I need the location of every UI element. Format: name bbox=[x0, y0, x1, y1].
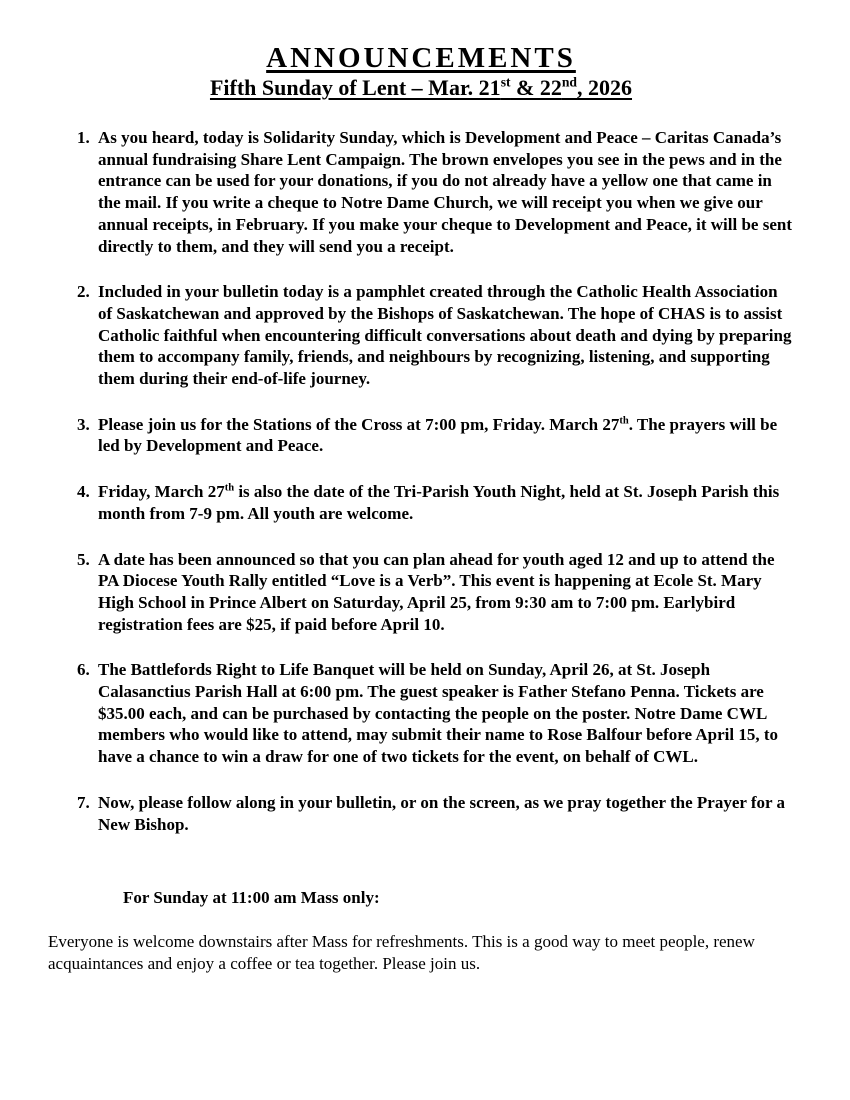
welcome-paragraph: Everyone is welcome downstairs after Mass for refreshments. This is a good way to meet people, renew acquaintances and enjoy a coffee or tea together. Please join us. bbox=[48, 932, 755, 973]
announcements-list bbox=[48, 127, 794, 835]
ordinal-suffix: th bbox=[224, 482, 235, 494]
item-text bbox=[98, 128, 792, 256]
item-number: 2. bbox=[77, 282, 90, 302]
page-title: ANNOUNCEMENTS bbox=[266, 42, 576, 74]
announcement-item bbox=[48, 414, 794, 457]
item-number: 3. bbox=[77, 414, 90, 434]
item-text bbox=[98, 415, 777, 456]
page-subtitle bbox=[48, 75, 794, 101]
announcement-item bbox=[48, 792, 794, 835]
mass-heading: For Sunday at 11:00 am Mass only: bbox=[123, 888, 380, 908]
item-number: 5. bbox=[77, 549, 90, 569]
announcement-item bbox=[48, 549, 794, 636]
item-text bbox=[98, 482, 779, 523]
ordinal-suffix: nd bbox=[561, 74, 578, 90]
item-number: 7. bbox=[77, 792, 90, 812]
text-segment: As you heard, today is Solidarity Sunday, which is Development and Peace – Caritas Canada’s annual fundraising Share Lent Campaign. The brown envelopes you see in the pews and in the entrance can be used for your donations, if you do not already have a yellow one that came in the mail. If you write a cheque to Notre Dame Church, we will receipt you when we give our annual receipts, in February. If you make your cheque to Development and Peace, it will be sent directly to them, and they will send you a receipt. bbox=[98, 128, 792, 256]
item-text bbox=[98, 660, 778, 766]
text-segment: Friday, March 27 bbox=[98, 482, 225, 502]
ordinal-suffix: th bbox=[619, 415, 629, 427]
item-number: 1. bbox=[77, 128, 90, 147]
text-segment: Included in your bulletin today is a pamphlet created through the Catholic Health Association of Saskatchewan and approved by the Bishops of Saskatchewan. The hope of CHAS is to assist Catholic faithful when encountering difficult conversations about death and dying by preparing them to accompany family, friends, and neighbours by recognizing, listening, and supporting them during their end-of-life journey. bbox=[98, 282, 792, 389]
text-segment: . The prayers will be led by Development and Peace. bbox=[98, 414, 778, 456]
ordinal-suffix: st bbox=[500, 74, 511, 90]
item-number: 4. bbox=[77, 482, 90, 502]
item-text bbox=[98, 550, 775, 634]
text-segment: The Battlefords Right to Life Banquet will be held on Sunday, April 26, at St. Joseph Calasanctius Parish Hall at 6:00 pm. The guest speaker is Father Stefano Penna. Tickets are $35.00 each, and can be purchased by contacting the people on the poster. Notre Dame CWL members who would like to attend, may submit their name to Rose Balfour before April 15, to have a chance to win a draw for one of two tickets for the event, on behalf of CWL. bbox=[98, 660, 778, 767]
text-segment: is also the date of the Tri-Parish Youth Night, held at St. Joseph Parish this month from 7-9 pm. All youth are welcome. bbox=[98, 482, 780, 523]
text-segment: A date has been announced so that you can plan ahead for youth aged 12 and up to attend the PA Diocese Youth Rally entitled “Love is a Verb”. This event is happening at Ecole St. Mary High School in Prince Albert on Saturday, April 25, from 9:30 am to 7:00 pm. Earlybird registration fees are $25, if paid before April 10. bbox=[98, 549, 775, 634]
announcement-item bbox=[48, 127, 794, 257]
text-segment: Please join us for the Stations of the Cross at 7:00 pm, Friday. March 27 bbox=[98, 414, 620, 434]
text-segment: Now, please follow along in your bulletin, or on the screen, as we pray together the Prayer for a New Bishop. bbox=[98, 792, 786, 834]
text-segment: , 2026 bbox=[577, 75, 633, 100]
text-segment: & 22 bbox=[510, 75, 562, 100]
announcement-item bbox=[48, 659, 794, 768]
item-text bbox=[98, 793, 785, 834]
announcement-item bbox=[48, 281, 794, 390]
text-segment: Fifth Sunday of Lent – Mar. 21 bbox=[209, 75, 501, 100]
item-number: 6. bbox=[77, 660, 90, 680]
item-text bbox=[98, 282, 791, 388]
announcement-item bbox=[48, 481, 794, 524]
